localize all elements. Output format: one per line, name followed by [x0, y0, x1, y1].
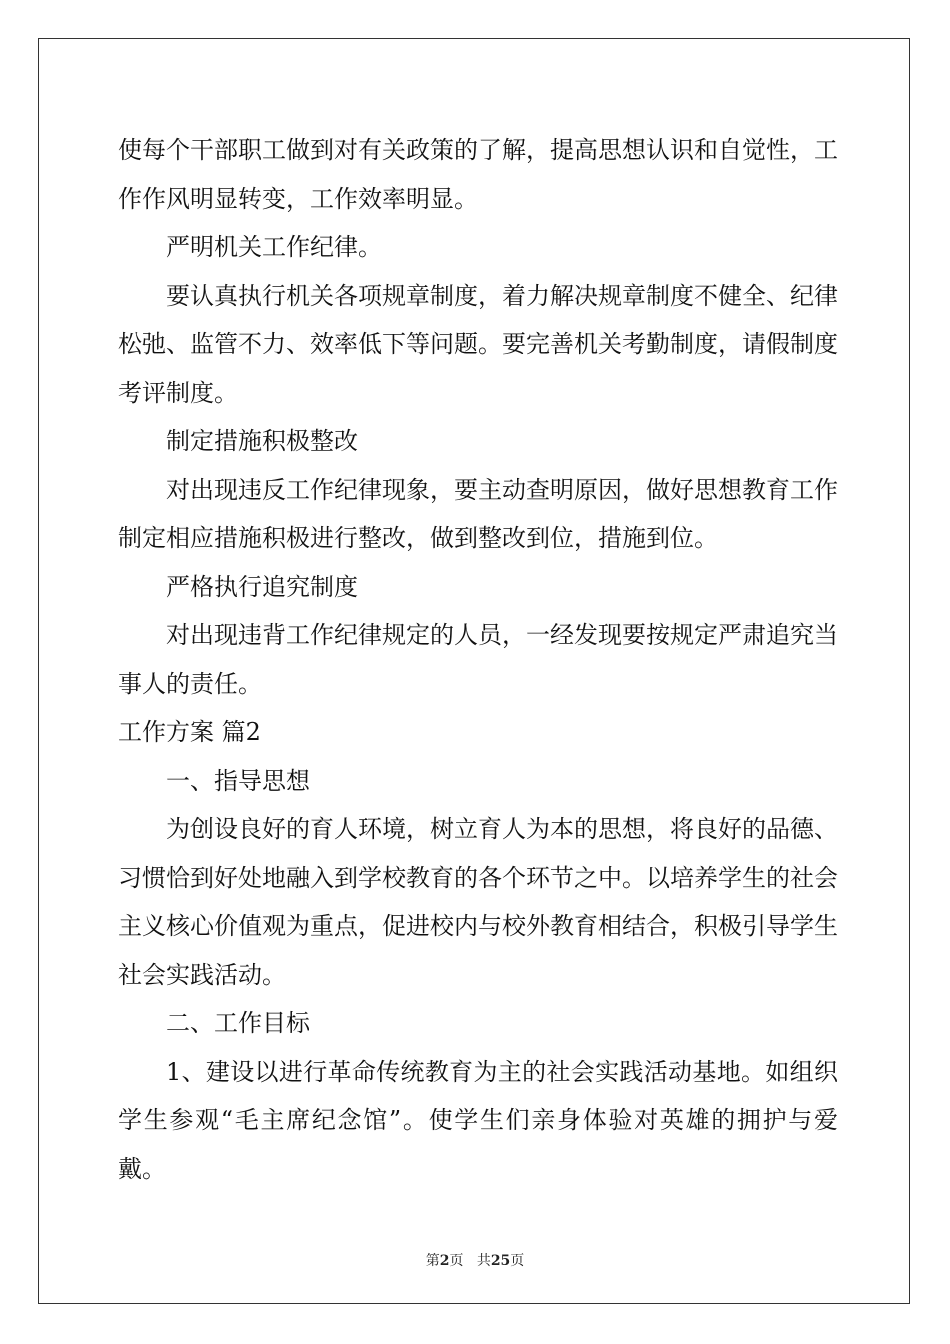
paragraph-4: 制定措施积极整改	[166, 427, 358, 455]
paragraph-5: 对出现违反工作纪律现象，要主动查明原因，做好思想教育工作制定相应措施积极进行整改，做到整改到位，措施到位。	[118, 475, 838, 552]
footer-page-number: 2	[439, 1253, 450, 1269]
footer-page-prefix: 第	[425, 1253, 440, 1269]
page-footer	[0, 1250, 950, 1270]
paragraph-7: 对出现违背工作纪律规定的人员，一经发现要按规定严肃追究当事人的责任。	[118, 621, 838, 698]
section-heading: 工作方案 篇2	[118, 718, 261, 746]
paragraph-12: 1、建设以进行革命传统教育为主的社会实践活动基地。如组织学生参观“毛主席纪念馆”。使学生们亲身体验对英雄的拥护与爱戴。	[118, 1057, 838, 1183]
footer-total-prefix: 共	[476, 1253, 491, 1269]
footer-page-suffix: 页	[449, 1253, 464, 1269]
paragraph-1: 使每个干部职工做到对有关政策的了解，提高思想认识和自觉性，工作作风明显转变，工作效率明显。	[118, 136, 838, 213]
paragraph-10: 为创设良好的育人环境，树立育人为本的思想，将良好的品德、习惯恰到好处地融入到学校教育的各个环节之中。以培养学生的社会主义核心价值观为重点，促进校内与校外教育相结合，积极引导学生社会实践活动。	[118, 815, 838, 989]
paragraph-2: 严明机关工作纪律。	[166, 233, 382, 261]
paragraph-6: 严格执行追究制度	[166, 572, 358, 601]
footer-total-suffix: 页	[510, 1253, 525, 1269]
footer-total-pages: 25	[490, 1253, 511, 1269]
paragraph-9: 一、指导思想	[166, 766, 310, 795]
paragraph-3: 要认真执行机关各项规章制度，着力解决规章制度不健全、纪律松弛、监管不力、效率低下等问题。要完善机关考勤制度，请假制度考评制度。	[118, 281, 838, 407]
document-body	[118, 126, 838, 1193]
paragraph-11: 二、工作目标	[166, 1009, 310, 1037]
